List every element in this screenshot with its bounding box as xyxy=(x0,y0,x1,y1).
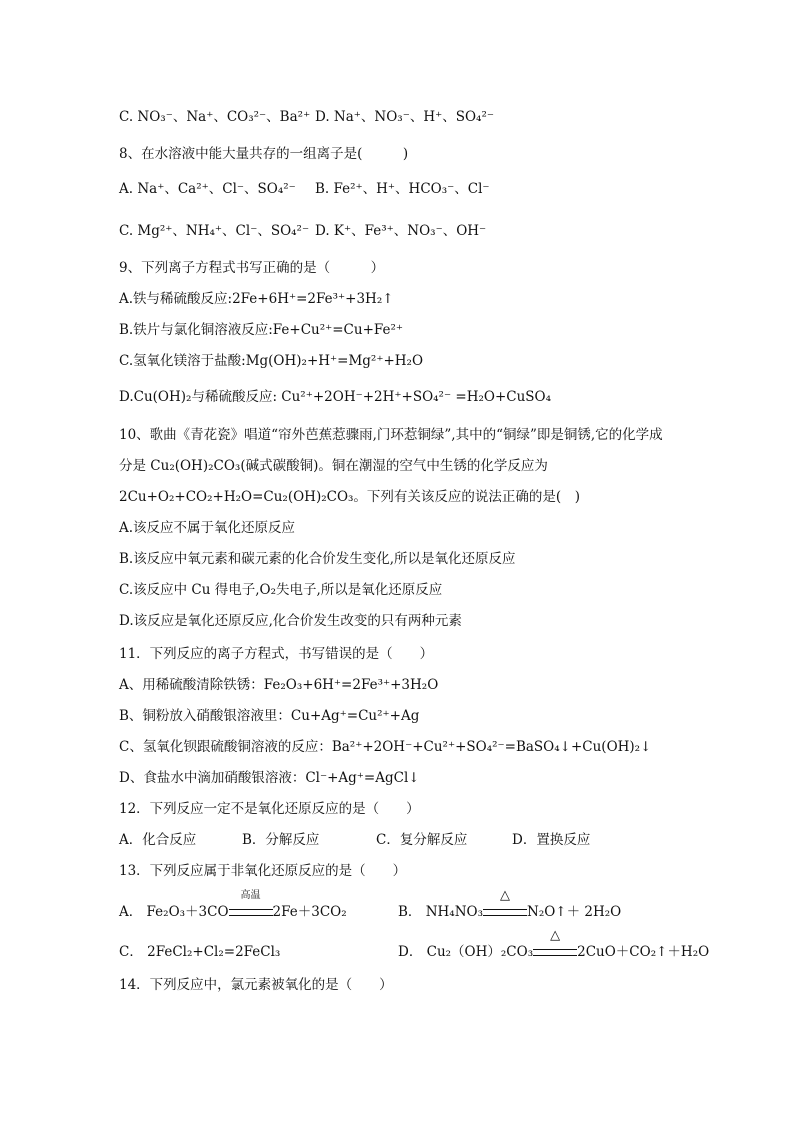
q11-option-c: C、氢氧化钡跟硫酸铜溶液的反应：Ba²⁺+2OH⁻+Cu²⁺+SO₄²⁻=BaSO₄↓+Cu(OH)₂↓ xyxy=(119,739,652,755)
q9-option-b: B.铁片与氯化铜溶液反应:Fe+Cu²⁺=Cu+Fe²⁺ xyxy=(119,322,404,338)
q13-stem: 13．下列反应属于非氧化还原反应的是（ ） xyxy=(119,863,407,879)
heat-triangle-icon: △ xyxy=(550,928,561,943)
q8-option-d: D. K⁺、Fe³⁺、NO₃⁻、OH⁻ xyxy=(315,223,487,239)
reaction-condition-arrow xyxy=(533,928,577,961)
q10-option-c: C.该反应中 Cu 得电子,O₂失电子,所以是氧化还原反应 xyxy=(119,582,443,598)
q12-stem: 12．下列反应一定不是氧化还原反应的是（ ） xyxy=(119,801,420,817)
q10-option-d: D.该反应是氧化还原反应,化合价发生改变的只有两种元素 xyxy=(119,613,462,629)
q7-option-c: C. NO₃⁻、Na⁺、CO₃²⁻、Ba²⁺ xyxy=(119,109,311,125)
q13-b-reactants: B． NH₄NO₃ xyxy=(398,904,484,920)
q12-option-d: D．置换反应 xyxy=(512,832,591,848)
q10-stem-line3: 2Cu+O₂+CO₂+H₂O=Cu₂(OH)₂CO₃。下列有关该反应的说法正确的是( ) xyxy=(119,489,580,505)
reaction-condition-arrow xyxy=(483,888,527,921)
q13-option-a xyxy=(119,890,347,921)
q11-option-b: B、铜粉放入硝酸银溶液里：Cu+Ag⁺=Cu²⁺+Ag xyxy=(119,708,420,724)
q13-b-products: N₂O↑＋ 2H₂O xyxy=(527,904,622,920)
q12-option-c: C．复分解反应 xyxy=(376,832,468,848)
q9-stem: 9、下列离子方程式书写正确的是（ ） xyxy=(119,260,385,276)
q11-option-d: D、食盐水中滴加硝酸银溶液：Cl⁻+Ag⁺=AgCl↓ xyxy=(119,770,420,786)
q14-stem: 14．下列反应中，氯元素被氧化的是（ ） xyxy=(119,977,393,993)
q13-d-products: 2CuO＋CO₂↑＋H₂O xyxy=(577,944,710,960)
q13-a-products: 2Fe＋3CO₂ xyxy=(272,904,347,920)
q7-option-d: D. Na⁺、NO₃⁻、H⁺、SO₄²⁻ xyxy=(315,109,494,125)
q10-option-b: B.该反应中氧元素和碳元素的化合价发生变化,所以是氧化还原反应 xyxy=(119,551,516,567)
q10-option-a: A.该反应不属于氧化还原反应 xyxy=(119,520,296,536)
q8-option-c: C. Mg²⁺、NH₄⁺、Cl⁻、SO₄²⁻ xyxy=(119,223,310,239)
heat-triangle-icon: △ xyxy=(500,888,511,903)
q8-stem: 8、在水溶液中能大量共存的一组离子是( ) xyxy=(119,146,409,162)
q13-option-c: C． 2FeCl₂+Cl₂=2FeCl₃ xyxy=(119,944,281,960)
q11-stem: 11．下列反应的离子方程式，书写错误的是（ ） xyxy=(119,646,434,662)
q13-a-reactants: A． Fe₂O₃＋3CO xyxy=(119,904,229,920)
q12-option-b: B．分解反应 xyxy=(242,832,320,848)
q11-option-a: A、用稀硫酸清除铁锈：Fe₂O₃+6H⁺=2Fe³⁺+3H₂O xyxy=(119,677,439,693)
q9-option-d: D.Cu(OH)₂与稀硫酸反应: Cu²⁺+2OH⁻+2H⁺+SO₄²⁻ =H₂O+CuSO₄ xyxy=(119,389,552,405)
q13-d-reactants: D． Cu₂（OH）₂CO₃ xyxy=(398,944,534,960)
q9-option-a: A.铁与稀硫酸反应:2Fe+6H⁺=2Fe³⁺+3H₂↑ xyxy=(119,291,394,307)
q8-option-a: A. Na⁺、Ca²⁺、Cl⁻、SO₄²⁻ xyxy=(119,181,296,197)
q9-option-c: C.氢氧化镁溶于盐酸:Mg(OH)₂+H⁺=Mg²⁺+H₂O xyxy=(119,353,424,369)
q13-option-d xyxy=(398,928,710,961)
q13-option-b xyxy=(398,888,622,921)
q10-stem-line1: 10、歌曲《青花瓷》唱道“帘外芭蕉惹骤雨,门环惹铜绿”,其中的“铜绿”即是铜锈,它的化学成 xyxy=(119,427,663,443)
q12-option-a: A．化合反应 xyxy=(119,832,197,848)
q10-stem-line2: 分是 Cu₂(OH)₂CO₃(碱式碳酸铜)。铜在潮湿的空气中生锈的化学反应为 xyxy=(119,458,548,474)
q8-option-b: B. Fe²⁺、H⁺、HCO₃⁻、Cl⁻ xyxy=(315,181,490,197)
q13-a-condition: 高温 xyxy=(240,890,261,901)
reaction-condition-arrow xyxy=(229,890,273,921)
